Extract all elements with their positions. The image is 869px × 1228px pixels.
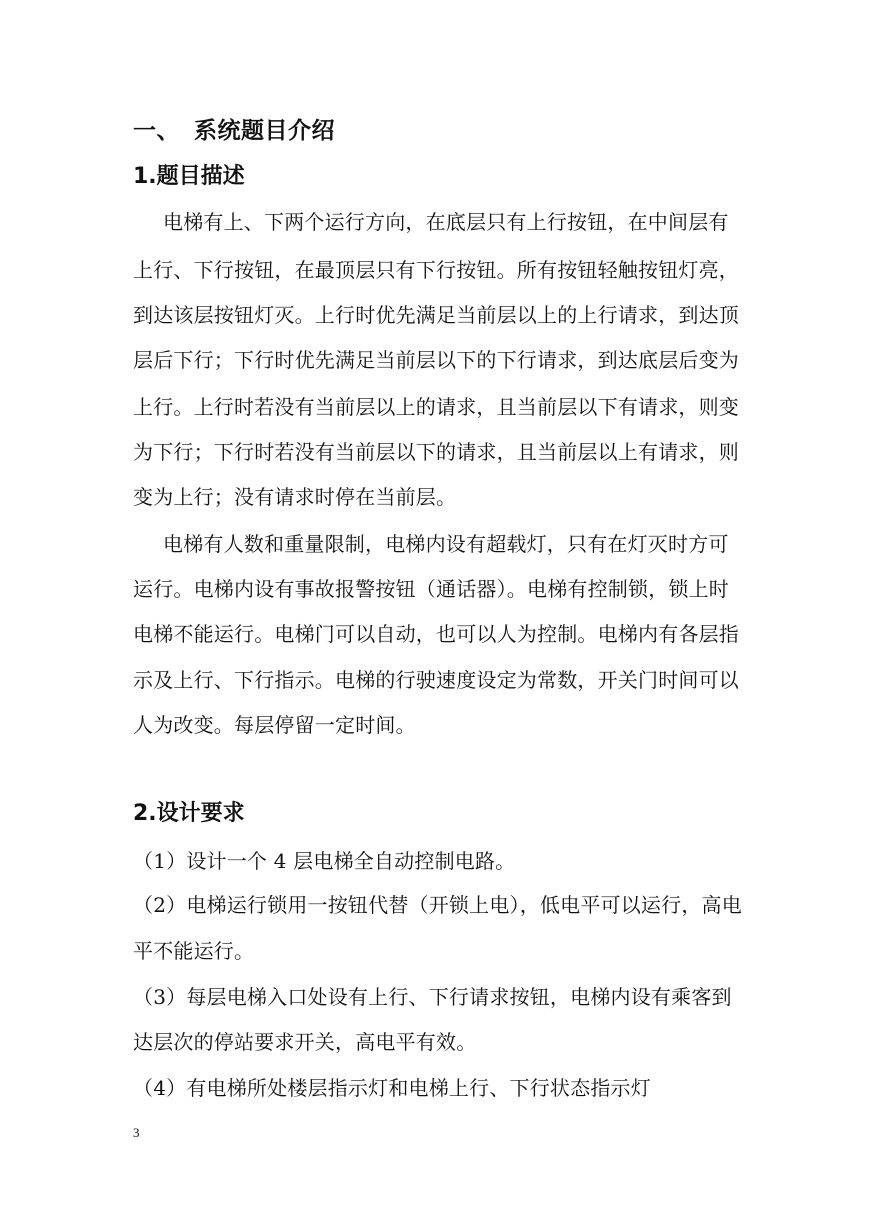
- paragraph-line: 示及上行、下行指示。电梯的行驶速度设定为常数，开关门时间可以: [133, 668, 739, 692]
- section-heading: [133, 112, 335, 145]
- paragraph-line: 人为改变。每层停留一定时间。: [133, 713, 416, 737]
- section-title: 系统题目介绍: [194, 118, 335, 144]
- paragraph-line: 层后下行；下行时优先满足当前层以下的下行请求，到达底层后变为: [133, 348, 739, 372]
- requirement-line: （1）设计一个 4 层电梯全自动控制电路。: [133, 849, 516, 873]
- page-number: 3: [133, 1125, 140, 1140]
- paragraph-line: 电梯不能运行。电梯门可以自动，也可以人为控制。电梯内有各层指: [133, 622, 739, 646]
- paragraph-line: 到达该层按钮灯灭。上行时优先满足当前层以上的上行请求，到达顶: [133, 303, 739, 327]
- paragraph-line: 电梯有上、下两个运行方向，在底层只有上行按钮，在中间层有: [163, 210, 729, 234]
- subsection-title-description: 1.题目描述: [133, 164, 245, 189]
- paragraph-line: 为下行；下行时若没有当前层以下的请求，且当前层以上有请求，则: [133, 440, 739, 464]
- requirement-line: （4）有电梯所处楼层指示灯和电梯上行、下行状态指示灯: [133, 1076, 651, 1100]
- requirement-line: 达层次的停站要求开关，高电平有效。: [133, 1030, 477, 1054]
- requirement-line: （2）电梯运行锁用一按钮代替（开锁上电），低电平可以运行，高电: [133, 893, 742, 917]
- paragraph-line: 上行、下行按钮，在最顶层只有下行按钮。所有按钮轻触按钮灯亮，: [133, 258, 739, 282]
- subsection-title-requirements: 2.设计要求: [133, 801, 245, 826]
- section-number: 一、: [133, 118, 180, 144]
- requirement-line: 平不能运行。: [133, 939, 255, 963]
- paragraph-line: 上行。上行时若没有当前层以上的请求，且当前层以下有请求，则变: [133, 395, 739, 419]
- paragraph-line: 变为上行；没有请求时停在当前层。: [133, 485, 457, 509]
- requirement-line: （3）每层电梯入口处设有上行、下行请求按钮，电梯内设有乘客到: [133, 985, 732, 1009]
- paragraph-line: 电梯有人数和重量限制，电梯内设有超载灯，只有在灯灭时方可: [163, 532, 729, 556]
- paragraph-line: 运行。电梯内设有事故报警按钮（通话器）。电梯有控制锁，锁上时: [133, 577, 729, 601]
